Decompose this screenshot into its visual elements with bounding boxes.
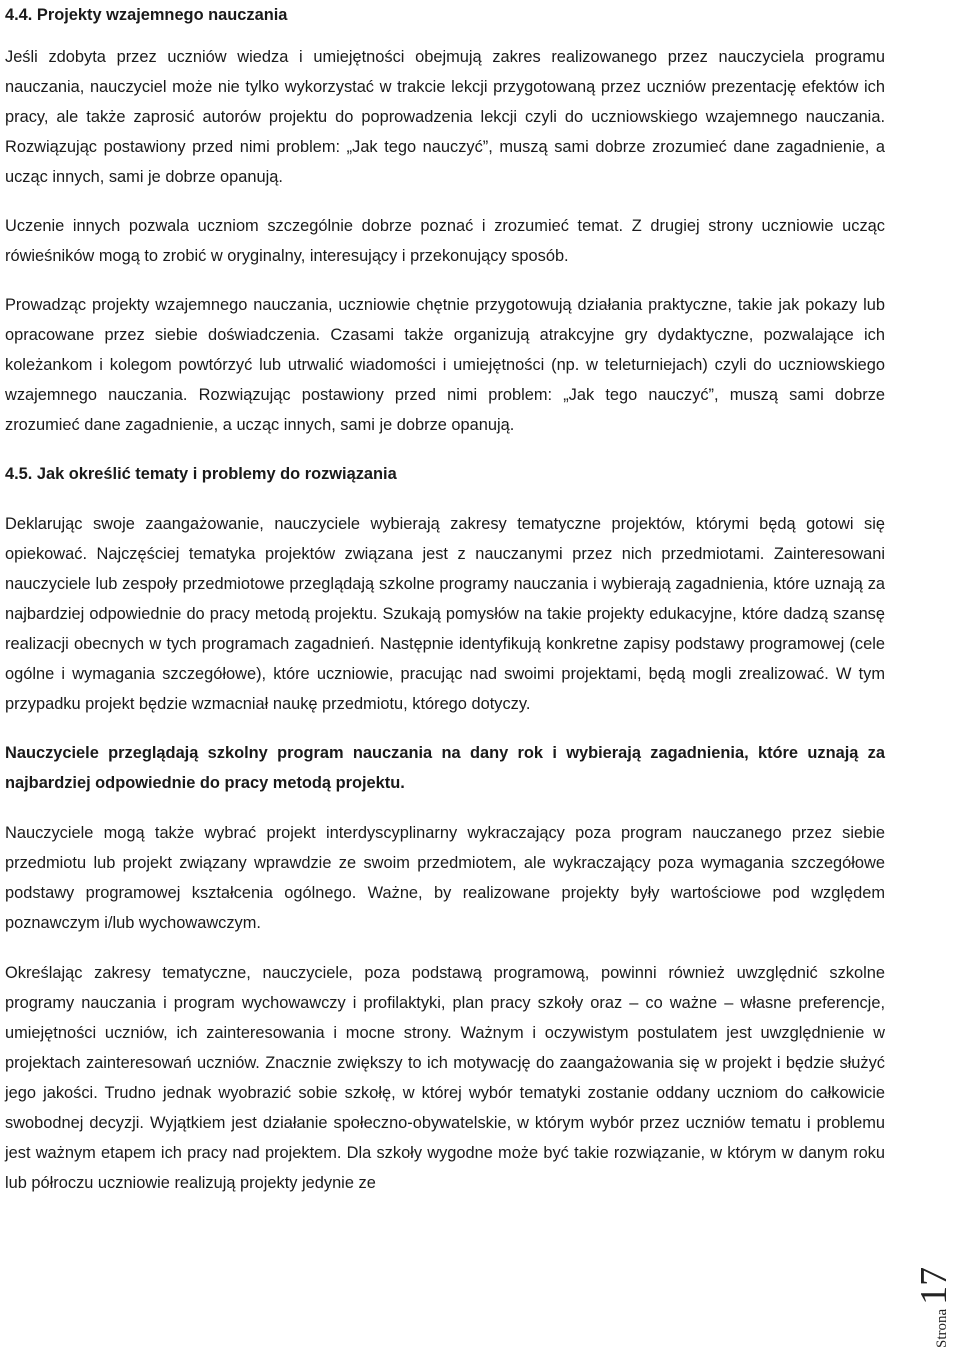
- document-page: [5, 0, 885, 1198]
- page-label: Strona: [934, 1308, 950, 1348]
- page-footer: [910, 1228, 954, 1348]
- paragraph: Prowadząc projekty wzajemnego nauczania, uczniowie chętnie przygotowują działania praktyczne, takie jak pokazy lub opracowane przez siebie doświadczenia. Czasami także organizują atrakcyjne gry dydaktyczne, pozwalające ich koleżankom i kolegom powtórzyć lub utrwalić wiadomości i umiejętności (np. w teleturniejach) czyli do uczniowskiego wzajemnego nauczania. Rozwiązując postawiony przed nimi problem: „Jak tego nauczyć”, muszą sami dobrze zrozumieć dane zagadnienie, a ucząc innych, sami je dobrze opanują.: [5, 296, 885, 434]
- paragraph: Określając zakresy tematyczne, nauczyciele, poza podstawą programową, powinni również uwzględnić szkolne programy nauczania i program wychowawczy i profilaktyki, plan pracy szkoły oraz – co ważne – własne preferencje, umiejętności uczniów, ich zainteresowania i mocne strony. Ważnym i oczywistym postulatem jest uwzględnienie w projektach zainteresowań uczniów. Znacznie zwiększy to ich motywację do zaangażowania się w projekt i będzie służyć jego jakości. Trudno jednak wyobrazić sobie szkołę, w której wybór tematyki zostanie oddany uczniom do całkowicie swobodnej decyzji. Wyjątkiem jest działanie społeczno-obywatelskie, w którym wybór przez uczniów tematu i problemu jest ważnym etapem ich pracy nad projektem. Dla szkoły wygodne może być takie rozwiązanie, w którym w danym roku lub półroczu uczniowie realizują projekty jedynie ze: [5, 964, 885, 1192]
- paragraph: Jeśli zdobyta przez uczniów wiedza i umiejętności obejmują zakres realizowanego przez nauczyciela programu nauczania, nauczyciel może nie tylko wykorzystać w trakcie lekcji przygotowaną przez uczniów prezentację efektów ich pracy, ale także zaprosić autorów projektu do poprowadzenia lekcji czyli do uczniowskiego wzajemnego nauczania. Rozwiązując postawiony przed nimi problem: „Jak tego nauczyć”, muszą sami dobrze zrozumieć dane zagadnienie, a ucząc innych, sami je dobrze opanują.: [5, 48, 885, 186]
- page-number-label-group: [914, 1267, 954, 1348]
- paragraph: Uczenie innych pozwala uczniom szczególnie dobrze poznać i zrozumieć temat. Z drugiej strony uczniowie ucząc rówieśników mogą to zrobić w oryginalny, interesujący i przekonujący sposób.: [5, 217, 885, 265]
- section-heading-4-4: 4.4. Projekty wzajemnego nauczania: [5, 6, 288, 24]
- section-heading-4-5: 4.5. Jak określić tematy i problemy do rozwiązania: [5, 465, 397, 483]
- paragraph: Nauczyciele mogą także wybrać projekt interdyscyplinarny wykraczający poza program nauczanego przez siebie przedmiotu lub projekt związany wprawdzie ze swoim przedmiotem, ale wykraczający poza wymagania szczegółowe podstawy programowej kształcenia ogólnego. Ważne, by realizowane projekty były wartościowe pod względem poznawczym i/lub wychowawczym.: [5, 824, 885, 932]
- bold-paragraph: Nauczyciele przeglądają szkolny program nauczania na dany rok i wybierają zagadnienia, które uznają za najbardziej odpowiednie do pracy metodą projektu.: [5, 744, 885, 792]
- page-number: 17: [913, 1266, 955, 1305]
- paragraph: Deklarując swoje zaangażowanie, nauczyciele wybierają zakresy tematyczne projektów, którymi będą gotowi się opiekować. Najczęściej tematyka projektów związana jest z nauczanymi przez nich przedmiotami. Zainteresowani nauczyciele lub zespoły przedmiotowe przeglądają szkolne programy nauczania i wybierają zagadnienia, które uznają za najbardziej odpowiednie do pracy metodą projektu. Szukają pomysłów na takie projekty edukacyjne, które dadzą szansę realizacji obecnych w tych programach zagadnień. Następnie identyfikują konkretne zapisy podstawy programowej (cele ogólne i wymagania szczegółowe), które uczniowie, pracując nad swoimi projektami, będą mogli zrealizować. W tym przypadku projekt będzie wzmacniał naukę przedmiotu, którego dotyczy.: [5, 515, 885, 713]
